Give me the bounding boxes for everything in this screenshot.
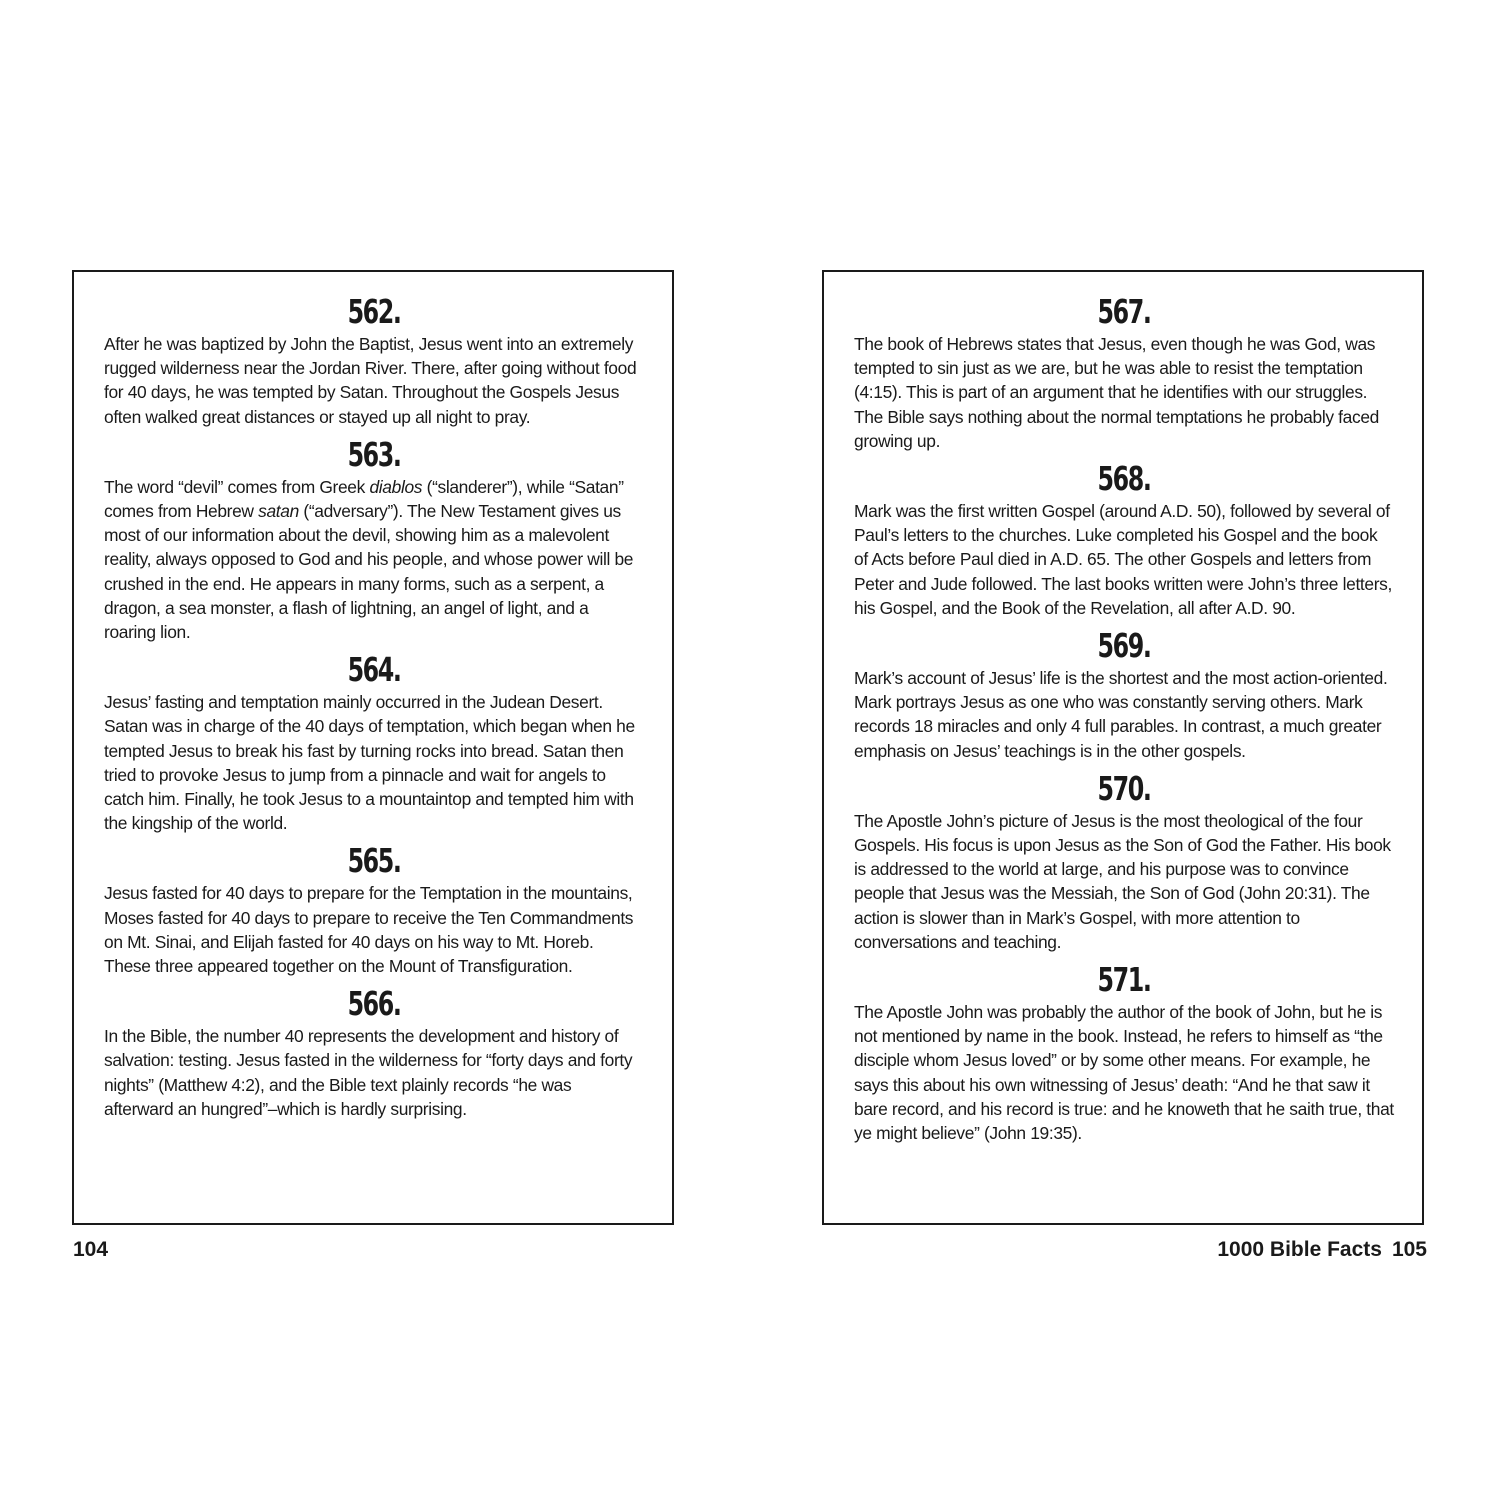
fact-number: 567. [1097, 292, 1151, 331]
fact-570 [854, 769, 1394, 954]
fact-number: 563. [347, 434, 401, 474]
fact-565 [104, 841, 644, 978]
fact-568 [854, 459, 1394, 620]
fact-564 [104, 650, 644, 835]
fact-text [104, 475, 644, 644]
fact-text-italic: satan [258, 501, 299, 522]
left-page-number: 104 [73, 1238, 109, 1261]
right-page-footer [1217, 1236, 1427, 1264]
fact-563 [104, 435, 644, 644]
fact-number: 566. [347, 984, 401, 1024]
fact-number: 564. [347, 650, 401, 690]
right-page-frame [822, 270, 1424, 1225]
fact-text: Mark was the first written Gospel (around A.D. 50), followed by several of Paul’s letters to the churches. Luke completed his Gospel and the book of Acts before Paul died in A.D. 65. The other Gospels and letters from Peter and Jude followed. The last books written were John’s three letters, his Gospel, and the Book of the Revelation, all after A.D. 90. [854, 501, 1392, 618]
fact-text: The Apostle John’s picture of Jesus is the most theological of the four Gospels. His focus is upon Jesus as the Son of God the Father. His book is addressed to the world at large, and his purpose was to convince people that Jesus was the Messiah, the Son of God (John 20:31). The action is slower than in Mark’s Gospel, with more attention to conversations and teaching. [854, 810, 1391, 952]
fact-562 [104, 292, 644, 429]
fact-text: Mark’s account of Jesus’ life is the shortest and the most action-oriented. Mark portrays Jesus as one who was constantly serving others. Mark records 18 miracles and only 4 full parables. In contrast, a much greater emphasis on Jesus’ teachings is in the other gospels. [854, 668, 1388, 761]
fact-text-italic: diablos [369, 476, 423, 497]
fact-text-segment: The word “devil” comes from Greek [104, 476, 370, 497]
fact-text: Jesus’ fasting and temptation mainly occurred in the Judean Desert. Satan was in charge of the 40 days of temptation, which began when he tempted Jesus to break his fast by turning rocks into bread. Satan then tried to provoke Jesus to jump from a pinnacle and wait for angels to catch him. Finally, he took Jesus to a mountaintop and tempted him with the kingship of the world. [104, 692, 635, 834]
fact-566 [104, 984, 644, 1121]
fact-number: 571. [1097, 960, 1151, 1000]
fact-number: 569. [1097, 626, 1151, 666]
fact-text: In the Bible, the number 40 represents the development and history of salvation: testing. Jesus fasted in the wilderness for “forty days and forty nights” (Matthew 4:2), and the Bible text plainly records “he was afterward an hungred”–which is hardly surprising. [104, 1026, 633, 1119]
right-page-number: 105 [1391, 1238, 1427, 1261]
fact-text: After he was baptized by John the Baptist, Jesus went into an extremely rugged wilderness near the Jordan River. There, after going without food for 40 days, he was tempted by Satan. Throughout the Gospels Jesus often walked great distances or stayed up all night to pray. [104, 334, 637, 427]
fact-text: The book of Hebrews states that Jesus, even though he was God, was tempted to sin just as we are, but he was able to resist the temptation (4:15). This is part of an argument that he identifies with our struggles. The Bible says nothing about the normal temptations he probably faced growing up. [854, 334, 1379, 451]
fact-text: The Apostle John was probably the author of the book of John, but he is not mentioned by name in the book. Instead, he refers to himself as “the disciple whom Jesus loved” or by some other means. For example, he says this about his own witnessing of Jesus’ death: “And he that saw it bare record, and his record is true: and he knoweth that he saith true, that ye might believe” (John 19:35). [854, 1002, 1394, 1144]
fact-number: 562. [347, 292, 401, 331]
fact-569 [854, 626, 1394, 763]
fact-text: Jesus fasted for 40 days to prepare for the Temptation in the mountains, Moses fasted for 40 days to prepare to receive the Ten Commandments on Mt. Sinai, and Elijah fasted for 40 days on his way to Mt. Horeb. These three appeared together on the Mount of Transfiguration. [104, 883, 634, 977]
fact-567 [854, 292, 1394, 453]
left-page-frame [72, 270, 674, 1225]
fact-number: 570. [1097, 768, 1151, 808]
fact-text-segment: (“slanderer”), while “Satan” comes from Hebrew [104, 476, 624, 522]
fact-text-segment: (“adversary”). The New Testament gives us most of our information about the devil, showing him as a malevolent reality, always opposed to God and his people, and whose power will be crushed in the end. He appears in many forms, such as a serpent, a dragon, a sea monster, a flash of lightning, an angel of light, and a roaring lion. [104, 501, 634, 643]
book-title: 1000 Bible Facts [1217, 1238, 1382, 1261]
fact-number: 568. [1097, 459, 1151, 499]
fact-571 [854, 960, 1394, 1145]
fact-number: 565. [347, 841, 401, 881]
